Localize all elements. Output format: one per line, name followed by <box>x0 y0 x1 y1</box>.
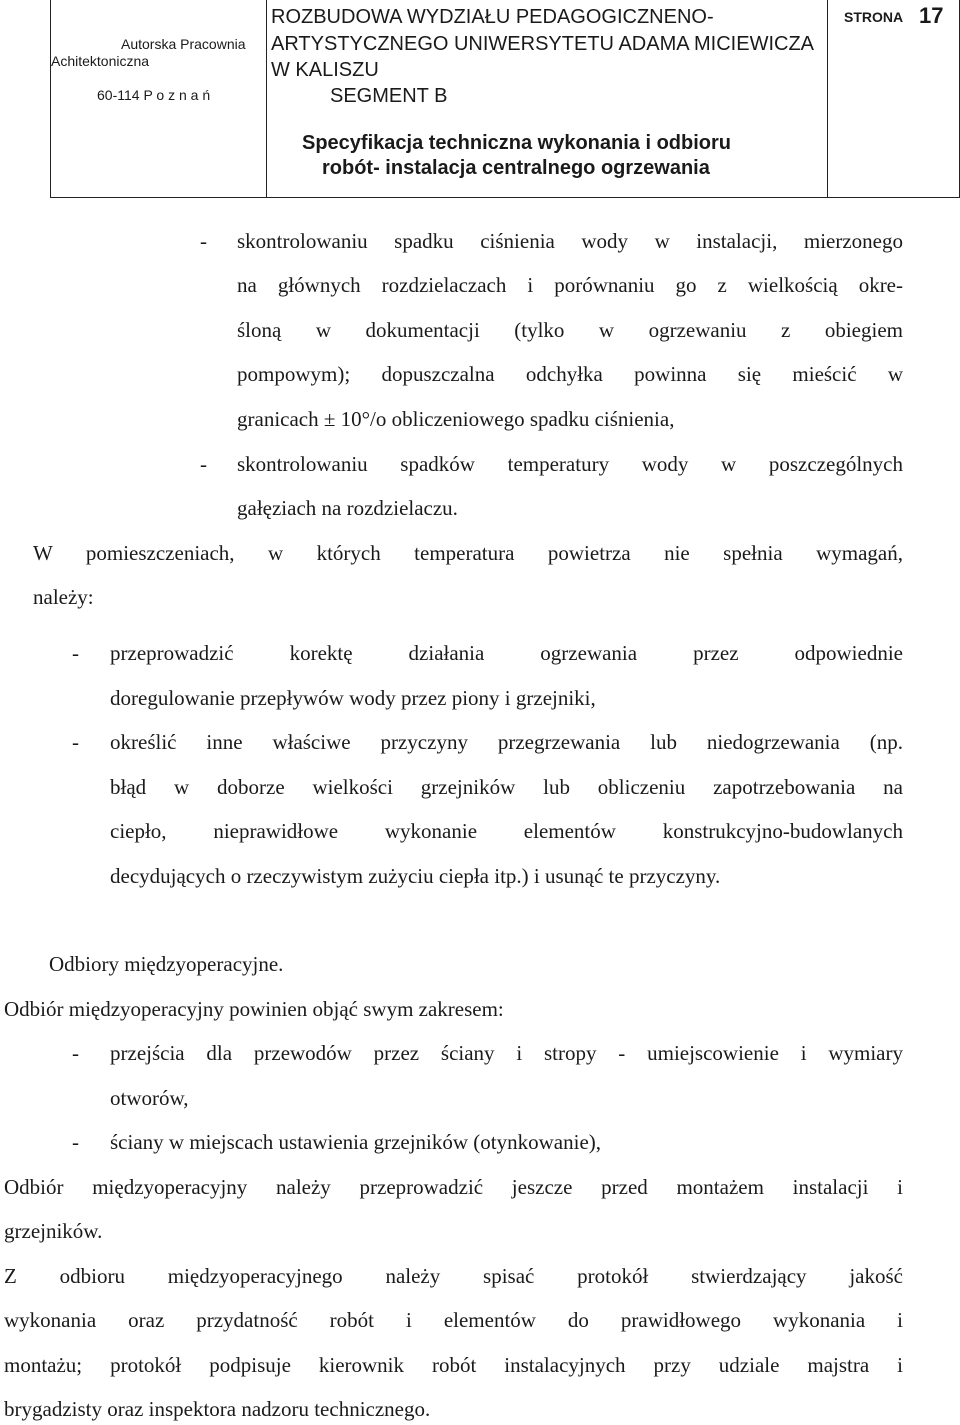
list-item-line: określić inne właściwe przyczyny przegrzewania lub niedogrzewania (np. <box>110 730 903 754</box>
org-name-line2: Achitektoniczna <box>51 53 150 69</box>
paragraph-line: montażu; protokół podpisuje kierownik robót instalacyjnych przy udziale majstra i <box>4 1353 903 1377</box>
list-item-line: decydujących o rzeczywistym zużyciu ciepła itp.) i usunąć te przyczyny. <box>110 864 721 888</box>
paragraph-line: brygadzisty oraz inspektora nadzoru technicznego. <box>4 1397 431 1421</box>
list-item-line: przejścia dla przewodów przez ściany i stropy - umiejscowienie i wymiary <box>110 1041 903 1065</box>
page-label: STRONA <box>844 9 904 25</box>
paragraph-line: grzejników. <box>4 1219 103 1243</box>
bullet-dash: - <box>72 1041 79 1065</box>
list-item-line: otworów, <box>110 1086 189 1110</box>
project-title-line2: ARTYSTYCZNEGO UNIWERSYTETU ADAMA MICIEWICZA <box>271 33 815 55</box>
bullet-dash: - <box>72 730 79 754</box>
page-number: 17 <box>919 3 944 28</box>
spec-title-line2: robót- instalacja centralnego ogrzewania <box>322 157 710 179</box>
paragraph-line: Odbiór międzyoperacyjny powinien objąć swym zakresem: <box>4 997 504 1021</box>
bullet-dash: - <box>72 1130 79 1154</box>
list-item-line: skontrolowaniu spadków temperatury wody w poszczególnych <box>237 452 903 476</box>
project-title-line1: ROZBUDOWA WYDZIAŁU PEDAGOGICZNENO- <box>271 6 714 28</box>
spec-title-line1: Specyfikacja techniczna wykonania i odbioru <box>302 132 732 154</box>
list-item-line: skontrolowaniu spadku ciśnienia wody w instalacji, mierzonego <box>237 229 903 253</box>
list-item-line: ciepło, nieprawidłowe wykonanie elementów konstrukcyjno-budowlanych <box>110 819 903 843</box>
paragraph-line: Z odbioru międzyoperacyjnego należy spisać protokół stwierdzający jakość <box>4 1264 903 1288</box>
list-item-line: na głównych rozdzielaczach i porównaniu go z wielkością okre- <box>237 273 903 297</box>
project-segment: SEGMENT B <box>330 85 448 107</box>
bullet-dash: - <box>200 452 207 476</box>
header-title <box>269 0 829 198</box>
paragraph-line: wykonania oraz przydatność robót i elementów do prawidłowego wykonania i <box>4 1308 903 1332</box>
bullet-dash: - <box>200 229 207 253</box>
bullet-dash: - <box>72 641 79 665</box>
list-item-line: błąd w doborze wielkości grzejników lub obliczeniu zapotrzebowania na <box>110 775 903 799</box>
paragraph-line: Odbiór międzyoperacyjny należy przeprowadzić jeszcze przed montażem instalacji i <box>4 1175 903 1199</box>
section-heading: Odbiory międzyoperacyjne. <box>49 952 284 976</box>
org-name-line1: Autorska Pracownia <box>121 36 246 52</box>
paragraph-line: W pomieszczeniach, w których temperatura powietrza nie spełnia wymagań, <box>33 541 903 565</box>
project-title-line3: W KALISZU <box>271 59 379 81</box>
list-item-line: gałęziach na rozdzielaczu. <box>237 496 458 520</box>
paragraph-line: należy: <box>33 585 94 609</box>
page-header <box>50 0 960 198</box>
header-org <box>51 0 266 198</box>
list-item-line: przeprowadzić korektę działania ogrzewania przez odpowiednie <box>110 641 903 665</box>
list-item-line: doregulowanie przepływów wody przez piony i grzejniki, <box>110 686 596 710</box>
list-item-line: pompowym); dopuszczalna odchyłka powinna się mieścić w <box>237 362 903 386</box>
org-address: 60-114 P o z n a ń <box>97 87 211 103</box>
list-item-line: granicach ± 10°/o obliczeniowego spadku ciśnienia, <box>237 407 675 431</box>
list-item-line: śloną w dokumentacji (tylko w ogrzewaniu z obiegiem <box>237 318 903 342</box>
list-item-line: ściany w miejscach ustawienia grzejników (otynkowanie), <box>110 1130 602 1154</box>
header-divider <box>266 0 267 197</box>
